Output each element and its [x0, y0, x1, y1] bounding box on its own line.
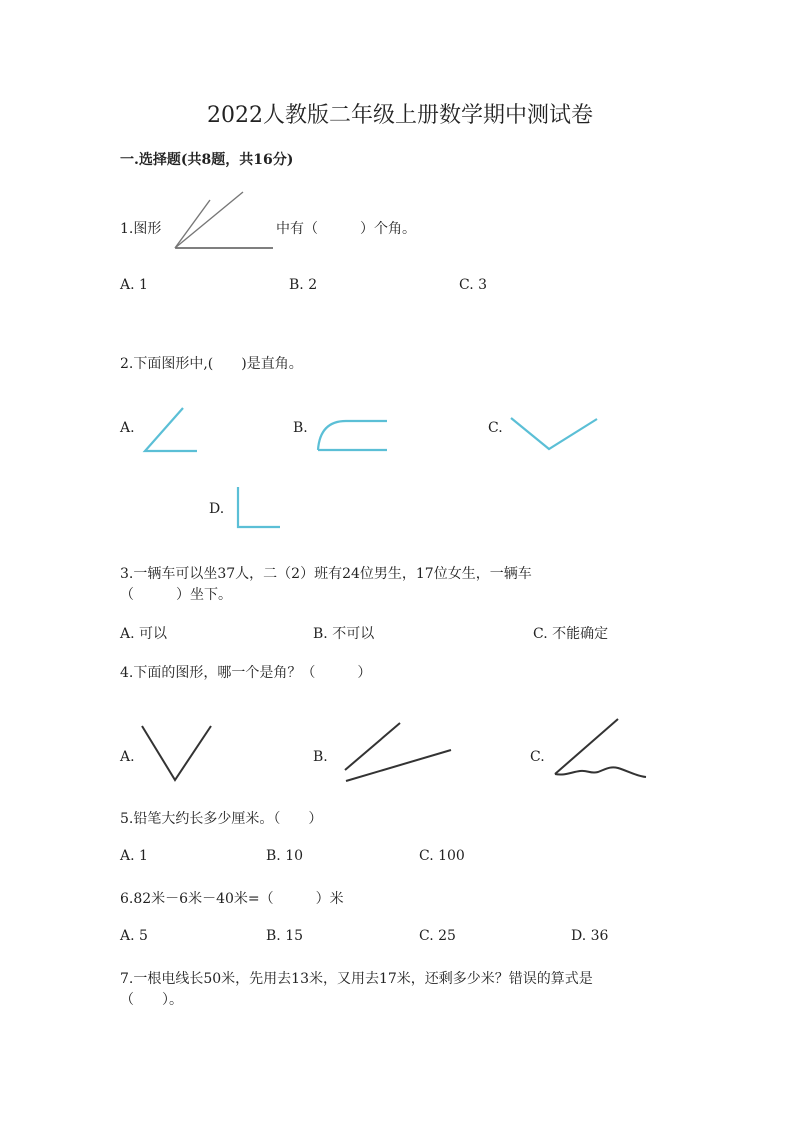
question-2-figure-c [508, 414, 602, 454]
question-1-angle-figure [170, 188, 280, 254]
question-6-option-c[interactable]: C. 25 [419, 928, 456, 944]
question-5-option-a[interactable]: A. 1 [120, 848, 148, 864]
question-3-option-c[interactable]: C. 不能确定 [533, 626, 609, 642]
question-4-option-a[interactable]: A. [120, 749, 135, 765]
question-4-text: 4.下面的图形，哪一个是角？（ ） [120, 665, 372, 681]
question-1-prefix: 1.图形 [120, 221, 162, 237]
question-3-option-a[interactable]: A. 可以 [120, 626, 168, 642]
question-2-option-b[interactable]: B. [293, 420, 308, 436]
question-4-figure-c [550, 716, 650, 782]
question-6-option-a[interactable]: A. 5 [120, 928, 148, 944]
question-4-figure-a [139, 722, 215, 784]
question-1-suffix: 中有（ ）个角。 [276, 221, 416, 237]
question-4-figure-b [342, 720, 454, 784]
question-2-figure-a [140, 404, 202, 456]
question-4-option-c[interactable]: C. [530, 749, 545, 765]
question-2-figure-d [234, 484, 284, 532]
question-4-option-b[interactable]: B. [313, 749, 328, 765]
question-3-option-b[interactable]: B. 不可以 [313, 626, 375, 642]
question-2-option-a[interactable]: A. [120, 420, 135, 436]
question-5-option-c[interactable]: C. 100 [419, 848, 465, 864]
question-2-figure-b [314, 418, 392, 456]
section-heading: 一.选择题(共8题，共16分) [120, 152, 294, 168]
question-5-option-b[interactable]: B. 10 [266, 848, 304, 864]
question-3-line-2: （ ）坐下。 [120, 587, 232, 603]
question-6-option-b[interactable]: B. 15 [266, 928, 304, 944]
question-1-option-b[interactable]: B. 2 [289, 277, 318, 293]
question-5-text: 5.铅笔大约长多少厘米。（ ） [120, 811, 323, 827]
question-1-option-a[interactable]: A. 1 [120, 277, 148, 293]
question-2-option-d[interactable]: D. [209, 501, 225, 517]
question-7-line-2: （ ）。 [120, 992, 183, 1008]
question-2-option-c[interactable]: C. [488, 420, 503, 436]
question-6-option-d[interactable]: D. 36 [571, 928, 609, 944]
question-6-text: 6.82米－6米－40米=（ ）米 [120, 891, 344, 907]
question-3-line-1: 3.一辆车可以坐37人，二（2）班有24位男生，17位女生，一辆车 [120, 566, 532, 582]
page-title: 2022人教版二年级上册数学期中测试卷 [207, 103, 593, 128]
question-7-line-1: 7.一根电线长50米，先用去13米，又用去17米，还剩多少米？错误的算式是 [120, 971, 593, 987]
question-2-text: 2.下面图形中,( )是直角。 [120, 356, 303, 372]
question-1-option-c[interactable]: C. 3 [459, 277, 488, 293]
